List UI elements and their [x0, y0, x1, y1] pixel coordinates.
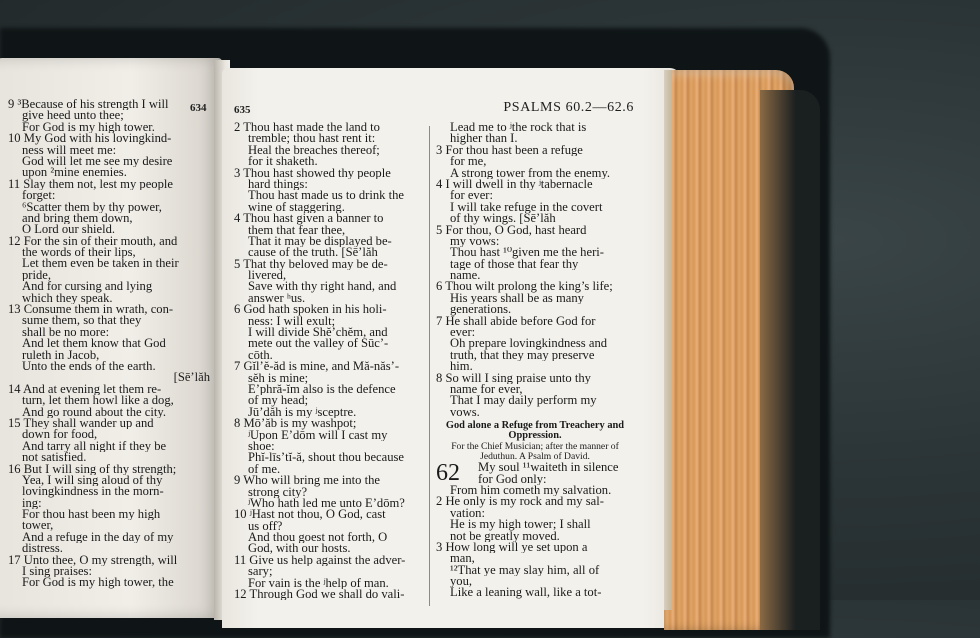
- running-head: PSALMS 60.2—62.6: [503, 100, 634, 115]
- left-page-line: I sing praises:: [22, 566, 92, 578]
- column-a-line: ʲWho hath led me unto Ēʼdōm?: [248, 497, 405, 510]
- column-b-top-line: 8 So will I sing praise unto thy: [436, 372, 591, 384]
- column-a-line: 11 Give us help against the adver-: [234, 554, 406, 567]
- left-page-line: 16 But I will sing of thy strength;: [8, 463, 177, 475]
- column-a-line: 5 That thy beloved may be de-: [234, 258, 388, 271]
- cut-letter: [0, 342, 4, 353]
- column-a-line: sĕh is mine;: [248, 372, 309, 384]
- cut-letter: [0, 195, 4, 206]
- column-b-top-line: 7 He shall abide before God for: [436, 315, 596, 328]
- cut-letter: [0, 441, 4, 452]
- column-b-top-line: him.: [450, 361, 473, 373]
- cut-letter: [0, 408, 4, 419]
- column-a-line: Save with thy right hand, and: [248, 281, 397, 293]
- cut-letter: [0, 146, 4, 157]
- cut-letter: [0, 556, 4, 567]
- column-b-bottom-line: 3 How long will ye set upon a: [436, 541, 588, 554]
- column-b-top-line: I will take refuge in the covert: [450, 201, 603, 214]
- cut-letter: [0, 244, 4, 255]
- cut-letter: [0, 490, 4, 501]
- column-a-line: cōth.: [248, 349, 273, 362]
- column-b-bottom-line: 2 He only is my rock and my sal-: [436, 496, 604, 508]
- book-cover-edge: [760, 90, 820, 630]
- column-b-bottom-line: for God only:: [478, 473, 547, 485]
- cut-letter: [0, 293, 4, 304]
- left-page-line: For God is my high tower, the: [22, 577, 174, 589]
- column-b-top-line: generations.: [450, 304, 512, 316]
- psalm-number: 62: [436, 460, 460, 487]
- column-a-line: 2 Thou hast made the land to: [234, 122, 380, 134]
- left-page-line: and bring them down,: [22, 212, 133, 225]
- left-page-text: [8, 99, 216, 589]
- column-a-line: ness: I will exult;: [248, 315, 336, 328]
- column-a-line: For vain is the ʲhelp of man.: [248, 577, 389, 590]
- left-page: [0, 58, 222, 618]
- cut-letter: [0, 539, 4, 550]
- column-b-top-line: tage of those that fear thy: [450, 258, 579, 271]
- cut-letter: [0, 506, 4, 517]
- cut-letter: [0, 129, 4, 140]
- cut-letter: [0, 261, 4, 272]
- left-page-line: turn, let them howl like a dog,: [22, 395, 174, 407]
- left-page-line: give heed unto thee;: [22, 110, 124, 122]
- cut-letter: [0, 326, 4, 337]
- column-a-line: hard things:: [248, 178, 308, 191]
- cut-letter: [0, 359, 4, 370]
- cut-letter: [0, 572, 4, 583]
- column-a-line: sary;: [248, 566, 273, 578]
- left-page-cut-letters: [0, 113, 4, 588]
- column-b-top-line: higher than I.: [450, 133, 518, 145]
- column-a-line: God, with our hosts.: [248, 543, 351, 555]
- column-a-line: 3 Thou hast showed thy people: [234, 167, 391, 179]
- column-a-line: Ēʼphră-ĭm also is the defence: [248, 383, 396, 396]
- column-b-bottom-line: From him cometh my salvation.: [450, 484, 612, 497]
- column-b-bottom-text: [436, 462, 634, 599]
- column-b-bottom-line: My soul ¹¹waiteth in silence: [478, 462, 619, 474]
- left-page-line: And a refuge in the day of my: [22, 531, 174, 544]
- column-a-line: 7 Gĭlʼĕ-ăd is mine, and Mă-năsʼ-: [234, 361, 400, 373]
- column-b-top-line: A strong tower from the enemy.: [450, 167, 611, 179]
- column-a-line: Heal the breaches thereof;: [248, 144, 380, 157]
- column-a-line: 12 Through God we shall do vali-: [234, 589, 405, 601]
- left-page-line: pride,: [22, 269, 52, 282]
- column-a-line: 10 ʲHast not thou, O God, cast: [234, 509, 386, 521]
- column-a-line: Thou hast made us to drink the: [248, 190, 404, 202]
- section-heading: God alone a Refuge from Treachery and Oppression.: [445, 420, 625, 442]
- cut-letter: [0, 457, 4, 468]
- left-page-line: down for food,: [22, 429, 98, 441]
- left-page-line: ing:: [22, 497, 42, 510]
- cut-letter: [0, 162, 4, 173]
- cut-letter: [0, 474, 4, 485]
- left-page-line: ness will meet me:: [22, 144, 117, 156]
- column-a-line: tremble; thou hast rent it:: [248, 133, 376, 145]
- cut-letter: [0, 228, 4, 239]
- column-b-top-line: for ever:: [450, 190, 494, 202]
- left-page-line: forget:: [22, 190, 56, 202]
- column-a-line: 8 Mōʼăb is my washpot;: [234, 418, 357, 430]
- column-a-line: That it may be displayed be-: [248, 235, 392, 248]
- left-page-line: For God is my high tower.: [22, 121, 155, 134]
- left-page-line: [Sēʼlăh: [173, 372, 210, 384]
- left-page-line: And for cursing and lying: [22, 281, 153, 293]
- cut-letter: [0, 392, 4, 403]
- cut-letter: [0, 424, 4, 435]
- column-a-line: 4 Thou hast given a banner to: [234, 213, 384, 225]
- column-a-line: ʲUpon Ēʼdōm will I cast my: [248, 429, 388, 441]
- column-a-line: strong city?: [248, 486, 308, 498]
- cut-letter: [0, 211, 4, 222]
- column-a-line: of my head;: [248, 395, 309, 407]
- column-a-line: Phĭ-līsʼtĭ-ă, shout thou because: [248, 452, 404, 464]
- column-b-top-line: 5 For thou, O God, hast heard: [436, 224, 587, 236]
- cut-letter: [0, 310, 4, 321]
- left-page-line: tower,: [22, 520, 54, 532]
- column-a-line: livered,: [248, 270, 287, 282]
- column-a-line: I will divide Shĕʼchĕm, and: [248, 327, 388, 339]
- column-b-top-line: vows.: [450, 406, 480, 419]
- column-b-bottom-line: you,: [450, 576, 473, 588]
- cut-letter: [0, 113, 4, 124]
- right-page-number: 635: [234, 104, 251, 116]
- column-a-line: answer ʰus.: [248, 292, 306, 305]
- column-a-line: for it shaketh.: [248, 156, 318, 168]
- page-edge-highlight: [664, 70, 672, 610]
- left-page-line: And tarry all night if they be: [22, 440, 167, 453]
- column-a-line: 6 God hath spoken in his holi-: [234, 304, 387, 316]
- column-b-top-text: [436, 122, 634, 418]
- cut-letter: [0, 179, 4, 190]
- column-b-top-line: ever:: [450, 327, 476, 339]
- left-page-line: 12 For the sin of their mouth, and: [8, 235, 178, 248]
- column-b-top-line: His years shall be as many: [450, 292, 584, 305]
- left-page-line: 9 ³Because of his strength I will: [8, 99, 169, 111]
- column-b-top-line: Lead me to ʲthe rock that is: [450, 122, 587, 134]
- cut-letter: [0, 277, 4, 288]
- left-page-line: And let them know that God: [22, 338, 166, 350]
- column-b-top-line: 3 For thou hast been a refuge: [436, 144, 583, 157]
- left-page-line: 17 Unto thee, O my strength, will: [8, 554, 178, 567]
- right-page-column-a: [234, 122, 434, 600]
- left-page-line: God will let me see my desire: [22, 155, 173, 168]
- superscription: For the Chief Musician; after the manner of Jeduthun. A Psalm of David.: [451, 441, 619, 463]
- cut-letter: [0, 375, 4, 386]
- column-a-line: them that fear thee,: [248, 224, 346, 236]
- left-page-line: Unto the ends of the earth.: [22, 360, 156, 373]
- column-a-line: Jūʼdăh is my ʲsceptre.: [248, 406, 357, 419]
- column-a-line: us off?: [248, 520, 283, 533]
- column-b-bottom-line: ¹²That ye may slay him, all of: [450, 564, 600, 577]
- column-a-line: And thou goest not forth, O: [248, 532, 388, 544]
- left-page-line: not satisfied.: [22, 452, 87, 464]
- column-b-top-line: of thy wings. [Sēʼlăh: [450, 213, 556, 225]
- column-b-top-line: truth, that they may preserve: [450, 349, 595, 362]
- left-page-line: distress.: [22, 543, 63, 555]
- column-b-top-line: Oh prepare lovingkindness and: [450, 338, 608, 350]
- left-page-line: shall be no more:: [22, 326, 110, 339]
- left-page-line: 13 Consume them in wrath, con-: [8, 304, 174, 316]
- column-a-line: wine of staggering.: [248, 201, 345, 214]
- column-b-top-line: my vows:: [450, 235, 500, 248]
- column-a-line: of me.: [248, 463, 281, 476]
- column-b-bottom-line: Like a leaning wall, like a tot-: [450, 587, 602, 599]
- column-b-top-line: 4 I will dwell in thy ʲtabernacle: [436, 178, 593, 191]
- left-page-line: the words of their lips,: [22, 247, 136, 259]
- left-page-line: Let them even be taken in their: [22, 258, 179, 270]
- column-a-line: mete out the valley of Sūcʼ-: [248, 338, 389, 350]
- left-page-line: 14 And at evening let them re-: [8, 383, 162, 396]
- column-b-bottom-line: man,: [450, 553, 475, 565]
- left-page-line: 11 Slay them not, lest my people: [8, 178, 173, 191]
- column-b-bottom-line: vation:: [450, 507, 485, 520]
- left-page-line: Yea, I will sing aloud of thy: [22, 474, 163, 487]
- column-b-bottom-line: He is my high tower; I shall: [450, 519, 591, 531]
- column-b-bottom-line: not be greatly moved.: [450, 530, 560, 542]
- left-page-line: 15 They shall wander up and: [8, 417, 154, 430]
- left-page-line: lovingkindness in the morn-: [22, 486, 164, 498]
- left-page-line: And go round about the city.: [22, 406, 166, 418]
- left-page-number: 634: [190, 102, 207, 114]
- left-page-line: which they speak.: [22, 292, 113, 305]
- column-a-line: shoe:: [248, 440, 275, 453]
- left-page-line: 10 My God with his lovingkind-: [8, 133, 172, 145]
- left-page-line: ⁶Scatter them by thy power,: [22, 201, 162, 213]
- left-page-line: For thou hast been my high: [22, 509, 161, 521]
- left-page-line: O Lord our shield.: [22, 224, 116, 236]
- column-b-top-line: 6 Thou wilt prolong the king’s life;: [436, 281, 613, 293]
- column-b-top-line: name for ever,: [450, 383, 523, 396]
- column-a-line: cause of the truth. [Sēʼlăh: [248, 247, 378, 259]
- column-a-line: 9 Who will bring me into the: [234, 475, 380, 487]
- cut-letter: [0, 523, 4, 534]
- column-b-top-line: Thou hast ¹⁰given me the heri-: [450, 247, 604, 259]
- right-page-column-b: [436, 122, 634, 599]
- right-page: [222, 68, 680, 628]
- column-b-top-line: name.: [450, 270, 481, 282]
- left-page-line: upon ²mine enemies.: [22, 167, 127, 179]
- column-b-top-line: for me,: [450, 156, 487, 168]
- left-page-line: sume them, so that they: [22, 315, 142, 327]
- left-page-line: ruleth in Jacob,: [22, 349, 100, 361]
- column-b-top-line: That I may daily perform my: [450, 395, 597, 407]
